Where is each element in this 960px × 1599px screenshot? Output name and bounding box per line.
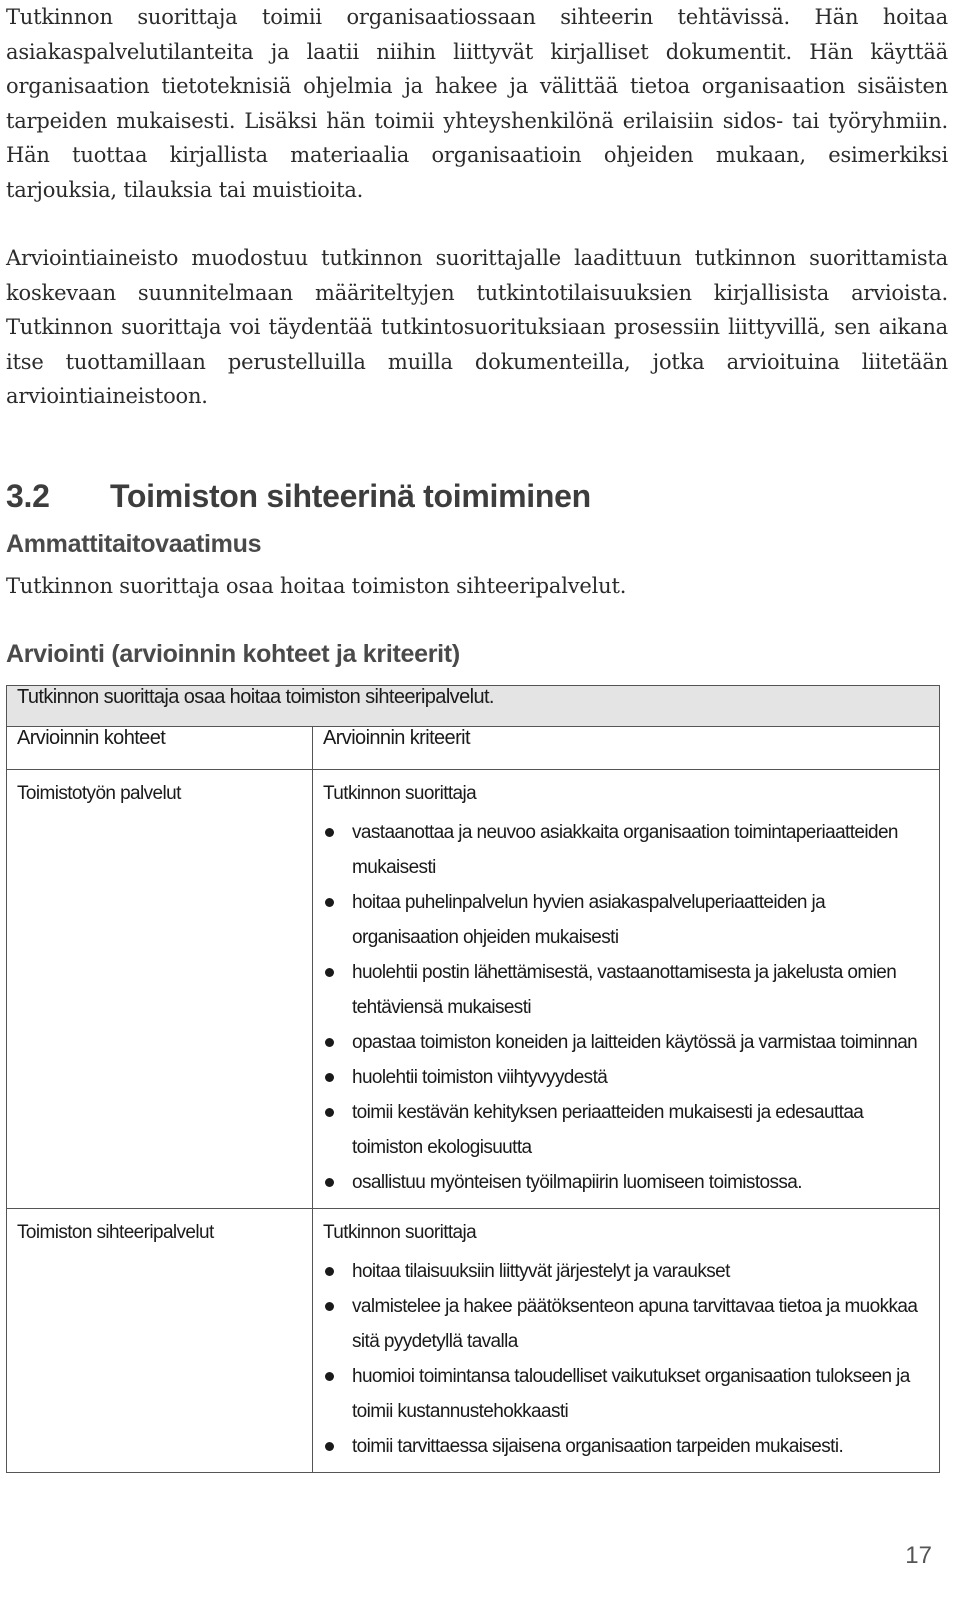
criteria-item: toimii kestävän kehityksen periaatteiden mukaisesti ja edesauttaa toimiston ekologisuutta: [323, 1095, 929, 1165]
criteria-item: huolehtii toimiston viihtyvyydestä: [323, 1060, 929, 1095]
assessment-target: Toimistotyön palvelut: [17, 783, 181, 804]
requirement-heading: Ammattitaitovaatimus: [6, 530, 262, 558]
criteria-item: huomioi toimintansa taloudelliset vaikutukset organisaation tulokseen ja toimii kustannustehokkaasti: [323, 1359, 929, 1429]
table-title-row: [7, 686, 940, 727]
requirement-text: Tutkinnon suorittaja osaa hoitaa toimiston sihteeripalvelut.: [6, 574, 627, 598]
section-heading: [6, 478, 591, 515]
criteria-item: vastaanottaa ja neuvoo asiakkaita organisaation toimintaperiaatteiden mukaisesti: [323, 815, 929, 885]
assessment-heading: Arviointi (arvioinnin kohteet ja kriteerit): [6, 640, 460, 668]
section-title: Toimiston sihteerinä toimiminen: [110, 478, 591, 514]
col2-header: Arvioinnin kriteerit: [313, 727, 940, 770]
assessment-paragraph: Arviointiaineisto muodostuu tutkinnon suorittajalle laadittuun tutkinnon suorittamista koskevaan suunnitelmaan määriteltyjen tutkintotilaisuuksien kirjallisista arvioista. Tutkinnon suorittaja voi täydentää tutkintosuorituksiaan prosessiin liittyvillä, sen aikana itse tuottamillaan perustelluilla muilla dokumenteilla, jotka arvioituina liitetään arviointiaineistoon.: [6, 246, 948, 408]
col1-header: Arvioinnin kohteet: [7, 727, 313, 770]
table-title: Tutkinnon suorittaja osaa hoitaa toimiston sihteeripalvelut.: [7, 686, 940, 727]
table-row: [7, 1209, 940, 1473]
section-number: 3.2: [6, 478, 50, 514]
assessment-target: Toimiston sihteeripalvelut: [17, 1222, 214, 1243]
criteria-item: opastaa toimiston koneiden ja laitteiden käytössä ja varmistaa toiminnan: [323, 1025, 929, 1060]
criteria-item: hoitaa tilaisuuksiin liittyvät järjestelyt ja varaukset: [323, 1254, 929, 1289]
criteria-item: hoitaa puhelinpalvelun hyvien asiakaspalveluperiaatteiden ja organisaation ohjeiden mukaisesti: [323, 885, 929, 955]
page-number: 17: [905, 1542, 932, 1569]
criteria-item: valmistelee ja hakee päätöksenteon apuna tarvittavaa tietoa ja muokkaa sitä pyydetyllä tavalla: [323, 1289, 929, 1359]
criteria-item: huolehtii postin lähettämisestä, vastaanottamisesta ja jakelusta omien tehtäviensä mukaisesti: [323, 955, 929, 1025]
criteria-list: [323, 815, 929, 1200]
criteria-lead: Tutkinnon suorittaja: [323, 1222, 477, 1243]
intro-paragraph: Tutkinnon suorittaja toimii organisaatiossaan sihteerin tehtävissä. Hän hoitaa asiakaspalvelutilanteita ja laatii niihin liittyvät kirjalliset dokumentit. Hän käyttää organisaation tietoteknisiä ohjelmia ja hakee ja välittää tietoa organisaation sisäisten tarpeiden mukaisesti. Lisäksi hän toimii yhteyshenkilönä erilaisiin sidos- tai työryhmiin. Hän tuottaa kirjallista materiaalia organisaatioin ohjeiden mukaan, esimerkiksi tarjouksia, tilauksia tai muistioita.: [6, 5, 948, 202]
criteria-item: toimii tarvittaessa sijaisena organisaation tarpeiden mukaisesti.: [323, 1429, 929, 1464]
table-header-row: [7, 727, 940, 770]
criteria-lead: Tutkinnon suorittaja: [323, 783, 477, 804]
criteria-table: [6, 685, 940, 1473]
criteria-item: osallistuu myönteisen työilmapiirin luomiseen toimistossa.: [323, 1165, 929, 1200]
table-row: [7, 770, 940, 1209]
criteria-list: [323, 1254, 929, 1464]
